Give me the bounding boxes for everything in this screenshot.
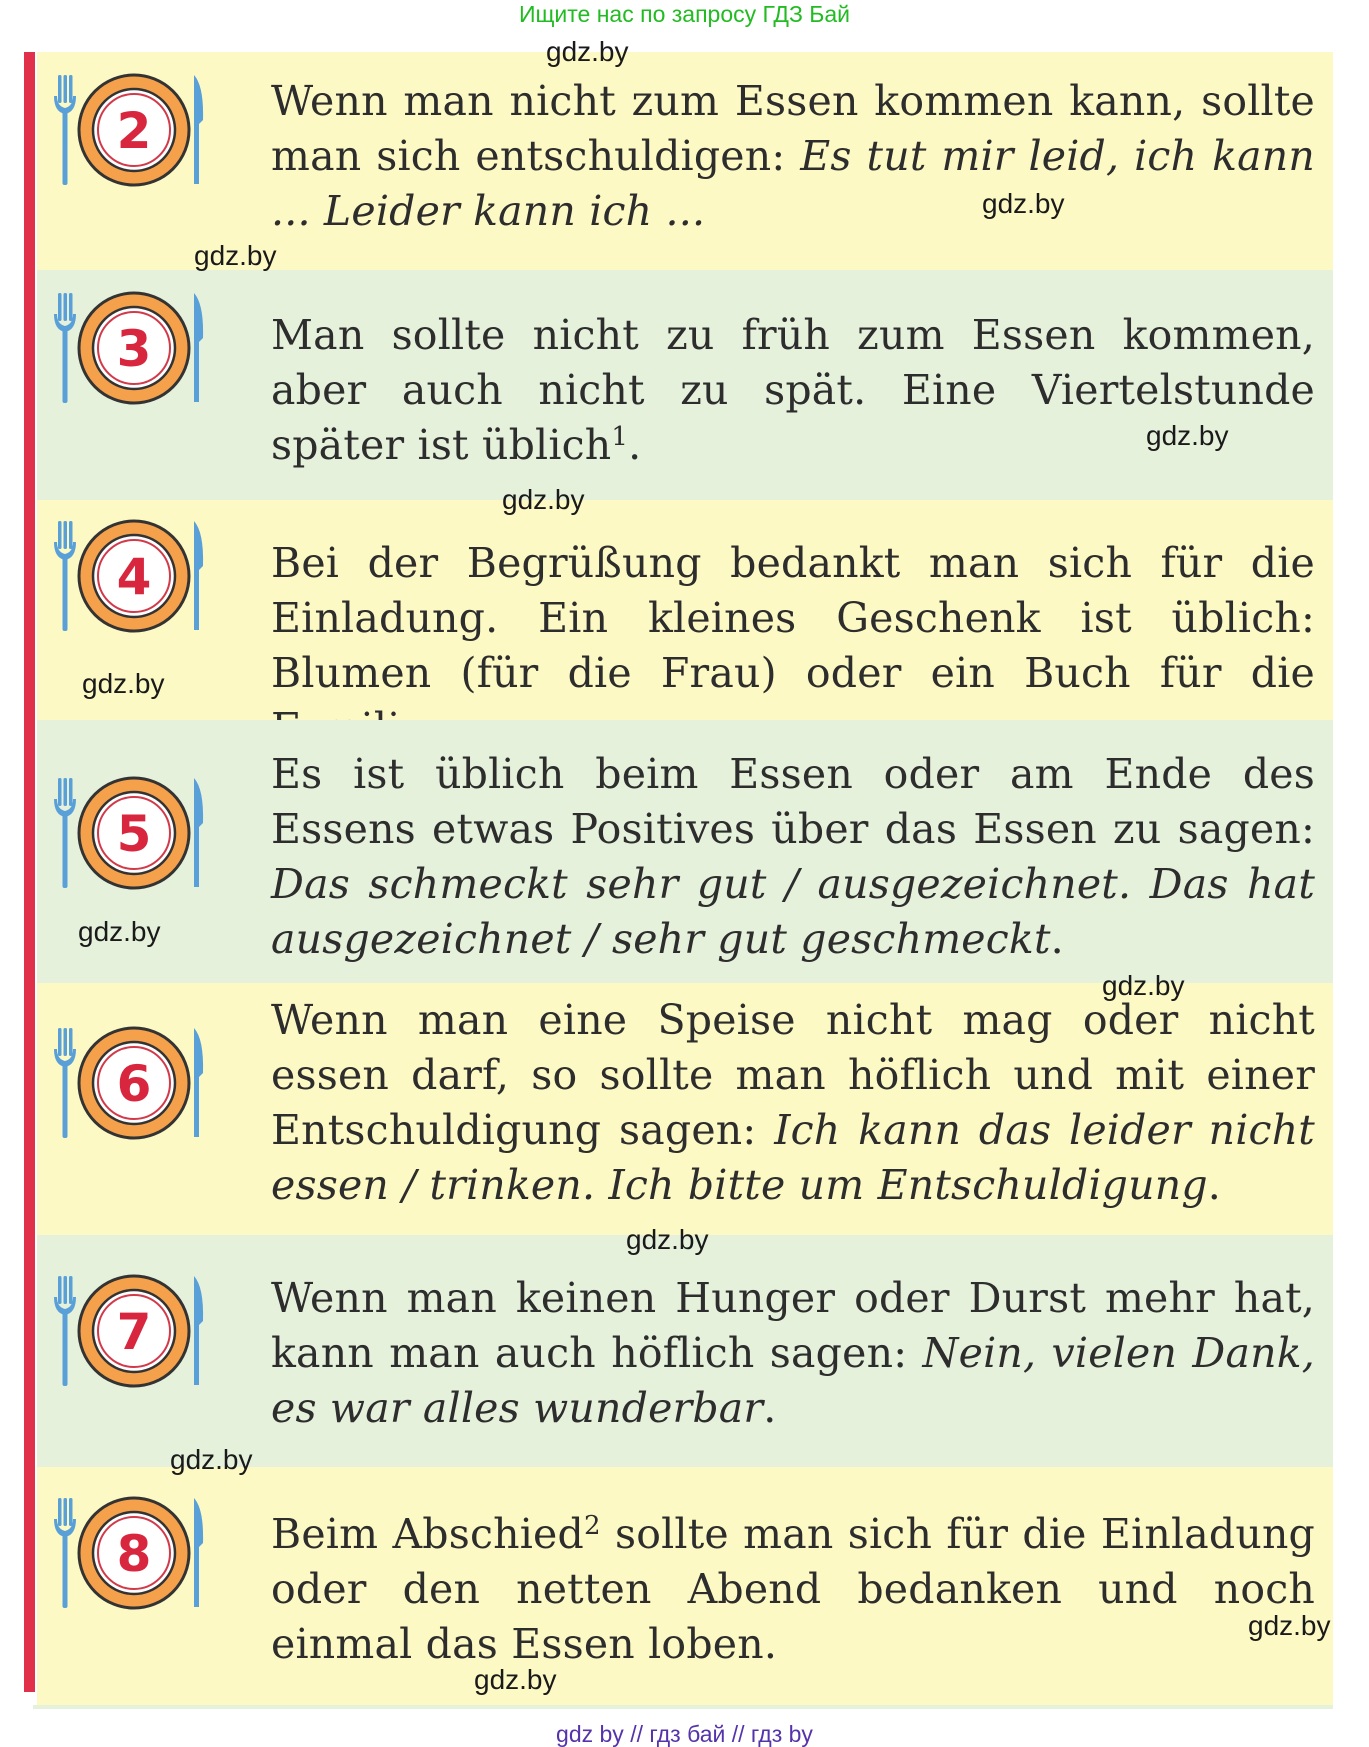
left-accent-bar	[24, 52, 35, 1692]
top-note: Ищите нас по запросу ГДЗ Бай	[518, 1, 851, 27]
watermark: gdz.by	[502, 484, 585, 515]
watermark: gdz.by	[982, 188, 1065, 219]
watermark: gdz.by	[82, 668, 165, 699]
footnote-marker: 2	[583, 1511, 601, 1541]
rule-text-segment: Wenn man nicht zum Essen kommen kann, sollte man sich entschuldigen:	[271, 77, 1315, 180]
plate-with-fork-and-knife-icon	[42, 775, 217, 890]
rule-text-segment: Wenn man eine Speise nicht mag oder nicht essen darf, so sollte man höflich und mit einer Entschuldigung sagen:	[271, 996, 1315, 1154]
rule-card-4	[37, 500, 1333, 720]
watermark: gdz.by	[626, 1224, 709, 1255]
example-phrase: Es tut mir leid, ich kann ... Leider kann ich ...	[271, 132, 1315, 235]
rule-number: 3	[116, 320, 152, 378]
rule-text-segment: Bei der Begrüßung bedankt man sich für die Einladung. Ein kleines Geschenk ist üblich: Blumen (für die Frau) oder ein Buch für die	[271, 539, 1315, 697]
watermark: gdz.by	[474, 1664, 557, 1695]
rule-text	[271, 74, 1315, 239]
rule-text-segment: sollte man sich für die Einladung oder den netten Abend bedanken und noch einmal das Essen loben.	[271, 1510, 1316, 1668]
plate-with-fork-and-knife-icon	[42, 1495, 217, 1610]
rule-number: 4	[116, 548, 152, 606]
rule-text	[271, 1271, 1315, 1436]
rule-number: 8	[116, 1525, 152, 1583]
rule-number: 6	[116, 1055, 152, 1113]
plate-with-fork-and-knife-icon	[42, 290, 217, 405]
rule-text	[271, 1507, 1315, 1672]
rule-text	[271, 993, 1315, 1213]
footnote-marker: 1	[611, 422, 629, 452]
watermark: gdz.by	[78, 916, 161, 947]
watermark: gdz.by	[546, 36, 629, 67]
bottom-divider	[33, 1705, 1333, 1709]
rule-text-segment: Es ist üblich beim Essen oder am Ende des Essens etwas Positives über das Essen zu sagen:	[271, 750, 1315, 853]
rule-number: 2	[116, 102, 152, 160]
footer-note: gdz by // гдз бай // гдз by	[556, 1721, 813, 1747]
rule-text-segment: Man sollte nicht zu früh zum Essen kommen, aber auch nicht zu spät. Eine Viertelstunde später ist üblich	[271, 311, 1315, 469]
rule-text-segment: .	[628, 421, 642, 469]
plate-with-fork-and-knife-icon	[42, 1273, 217, 1388]
rule-text-segment: Wenn man keinen Hunger oder Durst mehr hat, kann man auch höflich sagen:	[271, 1274, 1315, 1377]
watermark: gdz.by	[1146, 420, 1229, 451]
rule-text-segment: .	[763, 1384, 777, 1432]
rule-card-6	[37, 983, 1333, 1235]
watermark: gdz.by	[170, 1444, 253, 1475]
plate-with-fork-and-knife-icon	[42, 1025, 217, 1140]
example-phrase: Ich kann das leider nicht essen / trinken. Ich bitte um Entschuldigung	[271, 1106, 1315, 1209]
rule-text	[271, 747, 1315, 967]
watermark: gdz.by	[1102, 970, 1185, 1001]
rule-card-7	[37, 1235, 1333, 1467]
rule-card-2	[37, 52, 1333, 270]
rule-text-segment: .	[1050, 915, 1064, 963]
rule-text-segment: .	[1207, 1161, 1222, 1209]
watermark: gdz.by	[1248, 1610, 1331, 1641]
rule-number: 7	[116, 1303, 152, 1361]
rule-card-3	[37, 270, 1333, 500]
plate-with-fork-and-knife-icon	[42, 518, 217, 633]
rule-card-5	[37, 720, 1333, 983]
rule-text-segment: Beim Abschied	[271, 1510, 584, 1558]
example-phrase: Das schmeckt sehr gut / ausgezeichnet. Das hat ausgezeichnet / sehr gut geschmeckt	[271, 860, 1315, 963]
rule-number: 5	[116, 805, 152, 863]
watermark: gdz.by	[194, 240, 277, 271]
example-phrase: Nein, vielen Dank, es war alles wunderbar	[271, 1329, 1315, 1432]
rule-card-8	[37, 1467, 1333, 1705]
plate-with-fork-and-knife-icon	[42, 72, 217, 187]
